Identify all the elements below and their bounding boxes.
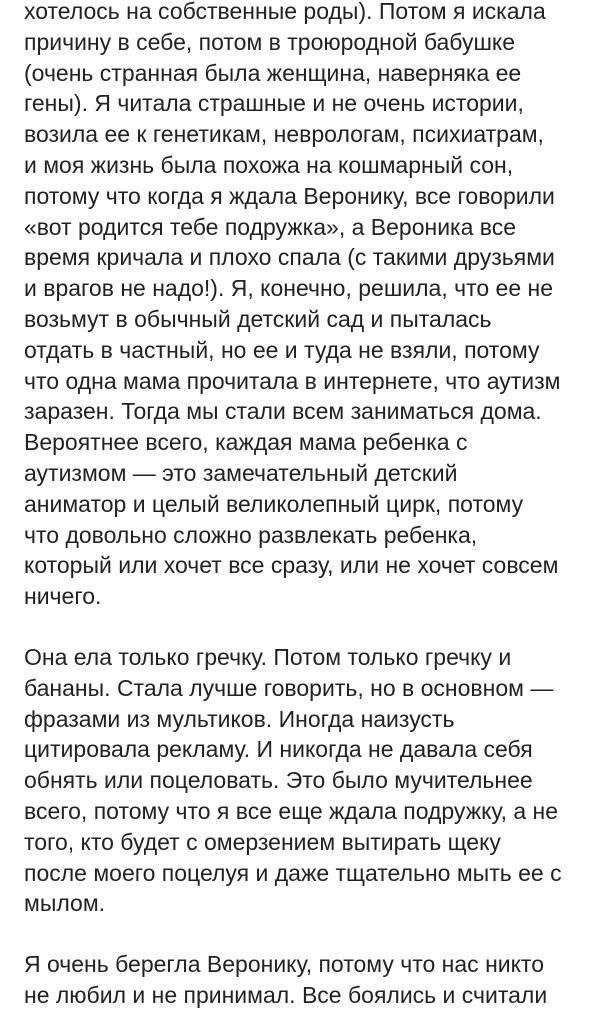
text-line: Она ела только гречку. Потом только гречку и — [24, 644, 512, 670]
text-line: цитировала рекламу. И никогда не давала себя — [24, 736, 533, 763]
text-line: причину в себе, потом в троюродной бабушке — [24, 28, 516, 55]
text-line: время кричала и плохо спала (с такими друзьями — [24, 244, 555, 271]
paragraph-3 — [24, 949, 589, 1011]
text-line: не любил и не принимал. Все боялись и считали — [24, 981, 548, 1008]
text-line: аниматор и целый великолепный цирк, потому — [24, 490, 524, 517]
text-line: обнять или поцеловать. Это было мучительнее — [24, 767, 533, 794]
text-line: отдать в частный, но ее и туда не взяли, потому — [24, 336, 540, 363]
text-line: после моего поцелуя и даже тщательно мыть ее с — [24, 859, 562, 886]
text-line: который или хочет все сразу, или не хочет совсем — [24, 552, 559, 579]
text-line: «вот родится тебе подружка», а Вероника все — [24, 213, 517, 240]
text-line: и моя жизнь была похожа на кошмарный сон, — [24, 151, 514, 178]
text-line: аутизмом — это замечательный детский — [24, 459, 458, 486]
text-line: Вероятнее всего, каждая мама ребенка с — [24, 429, 468, 456]
text-line: и врагов не надо!). Я, конечно, решила, что ее не — [24, 275, 554, 302]
text-line: что одна мама прочитала в интернете, что аутизм — [24, 367, 561, 394]
text-line: Я очень берегла Веронику, потому что нас никто — [24, 951, 545, 977]
text-line: того, кто будет с омерзением вытирать щеку — [24, 828, 501, 855]
paragraph-2 — [24, 642, 589, 919]
text-line: мылом. — [24, 890, 106, 917]
text-line: возьмут в обычный детский сад и пыталась — [24, 305, 492, 332]
text-line: что довольно сложно развлекать ребенка, — [24, 521, 478, 548]
text-line: всего, потому что я все еще ждала подружку, а не — [24, 797, 559, 824]
paragraph-1 — [24, 0, 589, 612]
text-line: гены). Я читала страшные и не очень истории, — [24, 90, 524, 117]
text-line: возила ее к генетикам, неврологам, психиатрам, — [24, 121, 544, 148]
text-line: (очень странная была женщина, наверняка ее — [24, 59, 522, 86]
text-line: хотелось на собственные роды). Потом я искала — [24, 0, 546, 24]
text-line: фразами из мультиков. Иногда наизусть — [24, 705, 455, 732]
text-line: заразен. Тогда мы стали всем заниматься дома. — [24, 398, 542, 425]
text-line: потому что когда я ждала Веронику, все говорили — [24, 182, 555, 209]
text-line: бананы. Стала лучше говорить, но в основном — — [24, 674, 554, 701]
text-line: ничего. — [24, 583, 102, 610]
